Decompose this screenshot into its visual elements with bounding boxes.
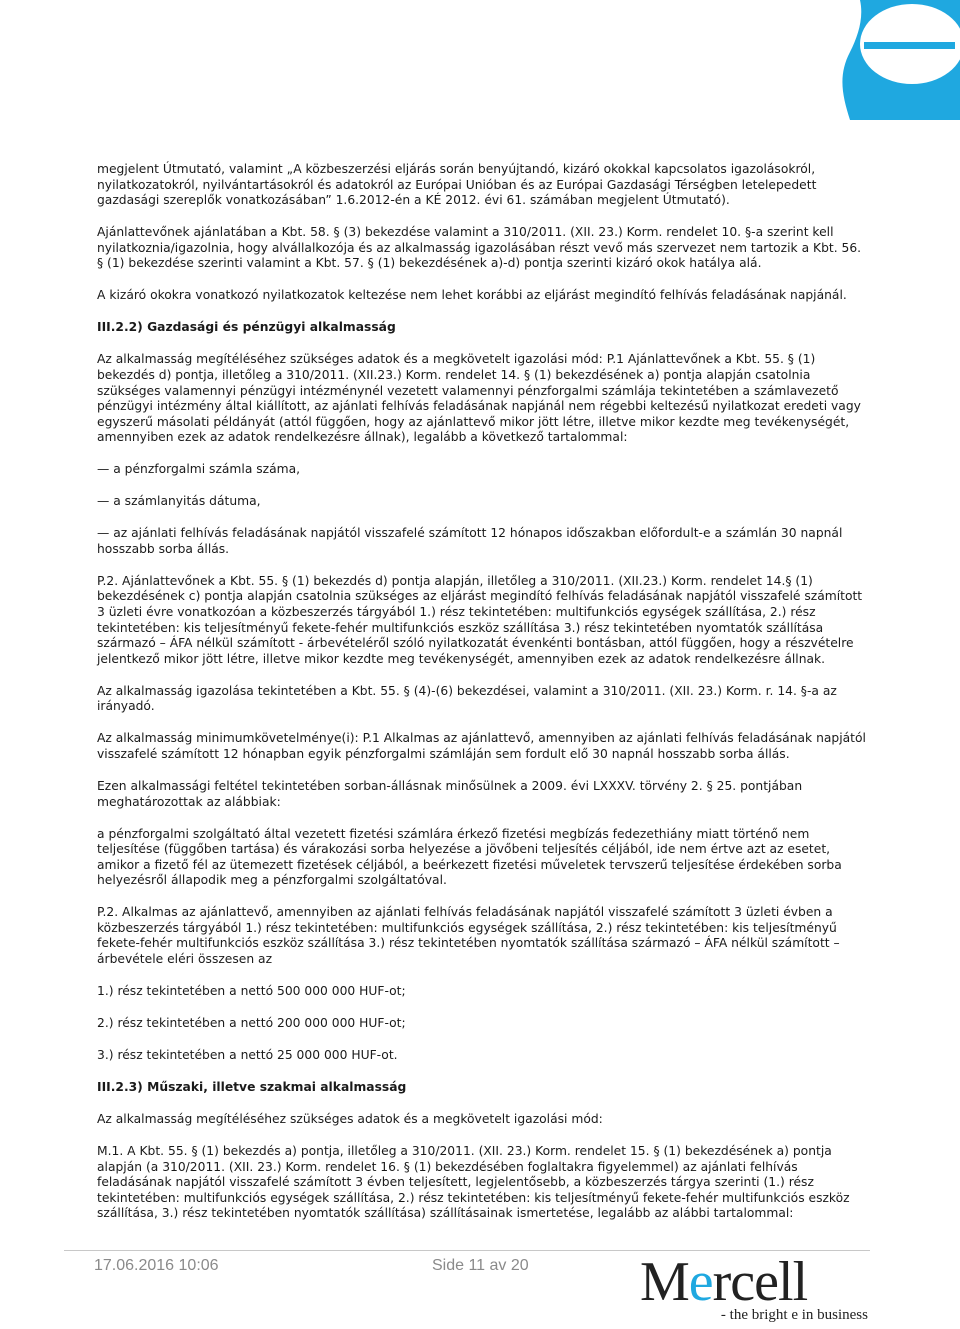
paragraph: Ezen alkalmassági feltétel tekintetében sorban-állásnak minősülnek a 2009. évi LXXXV. törvény 2. § 25. pontjában meghatározottak az alábbiak: xyxy=(97,778,803,809)
paragraph: P.2. Ajánlattevőnek a Kbt. 55. § (1) bekezdés d) pontja alapján, illetőleg a 310/2011. (XII.23.) Korm. rendelet 14.§ (1) bekezdésének c) pontja alapján csatolnia szükséges az eljárást megindító felhívás feladásának napjától visszafelé számított 3 üzleti évre vonatkozóan a közbeszerzés tárgyából 1.) rész tekintetében: multifunkciós egységek szállítása, 2.) rész tekintetében: kis teljesítményű fekete-fehér multifunkciós eszköz szállítása 3.) rész tekintetében nyomtatók szállítása származó – ÁFA nélkül számított - árbevételéről szóló nyilatkozatát évenkénti bontásban, attól függően, hogy a részvételre jelentkező mikor jött létre, illetve mikor kezdte meg tevékenységét, amennyiben ezek az adatok rendelkezésre állnak. xyxy=(97,573,863,666)
corner-logo-mark xyxy=(820,0,960,120)
document-body xyxy=(97,162,867,1238)
list-item: — a számlanyitás dátuma, xyxy=(97,494,867,510)
section-heading: III.2.2) Gazdasági és pénzügyi alkalmasság xyxy=(97,320,396,335)
brand-name: Mercell xyxy=(640,1251,808,1313)
footer-date: 17.06.2016 10:06 xyxy=(94,1257,219,1274)
paragraph: Az alkalmasság minimumkövetelménye(i): P.1 Alkalmas az ajánlattevő, amennyiben az ajánlati felhívás feladásának napjától visszafelé számított 12 hónapban egyik pénzforgalmi számláján sem fordult elő 30 napnál hosszabb sorba állás. xyxy=(97,731,866,761)
paragraph: Az alkalmasság igazolása tekintetében a Kbt. 55. § (4)-(6) bekezdései, valamint a 310/2011. (XII. 23.) Korm. r. 14. §-a az irányadó. xyxy=(97,683,837,714)
paragraph: Az alkalmasság megítéléséhez szükséges adatok és a megkövetelt igazolási mód: xyxy=(97,1111,603,1126)
list-item: — az ajánlati felhívás feladásának napjától visszafelé számított 12 hónapos időszakban előfordult-e a számlán 30 napnál hosszabb sorba állás. xyxy=(97,526,867,557)
paragraph: Az alkalmasság megítéléséhez szükséges adatok és a megkövetelt igazolási mód: P.1 Ajánlattevőnek a Kbt. 55. § (1) bekezdés d) pontja, illetőleg a 310/2011. (XII.23.) Korm. rendelet 14. § (1) bekezdésének a) pontja alapján csatolnia szükséges valamennyi pénzügyi intézménynél vezetett valamennyi pénzforgalmi számlája tekintetében a számlavezető pénzügyi intézmény által kiállított, az ajánlati felhívás feladásának napjánál nem régebbi keltezésű nyilatkozat eredeti vagy egyszerű másolati példányát (attól függően, hogy az ajánlattevő mikor jött létre, illetve mikor kezdte meg tevékenységét, amennyiben ezek az adatok rendelkezésre állnak), legalább a következő tartalommal: xyxy=(97,352,861,445)
paragraph: P.2. Alkalmas az ajánlattevő, amennyiben az ajánlati felhívás feladásának napjától visszafelé számított 3 üzleti évben a közbeszerzés tárgyából 1.) rész tekintetében: multifunkciós egységek szállítása, 2.) rész tekintetében: kis teljesítményű fekete-fehér multifunkciós eszköz szállítása 3.) rész tekintetében nyomtatók szállítása származó – ÁFA nélkül számított – árbevétele eléri összesen az xyxy=(97,905,840,967)
paragraph: a pénzforgalmi szolgáltató által vezetett fizetési számlára érkező fizetési megbízás fedezethiány miatt történő nem teljesítése (függőben tartása) és várakozási sorba helyezése a jövőbeni teljesítés céljából, ide nem értve azt az esetet, amikor a fizető fél az ütemezett fizetések céljából, a beérkezett fizetési műveletek tervszerű teljesítése érdekében sorba helyezésről állapodik meg a pénzforgalmi szolgáltatóval. xyxy=(97,826,842,888)
brand-logo xyxy=(640,1252,870,1328)
paragraph: 2.) rész tekintetében a nettó 200 000 000 HUF-ot; xyxy=(97,1016,406,1031)
section-heading: III.2.3) Műszaki, illetve szakmai alkalmasság xyxy=(97,1079,407,1094)
footer-page-number: Side 11 av 20 xyxy=(432,1257,529,1274)
paragraph: 3.) rész tekintetében a nettó 25 000 000 HUF-ot. xyxy=(97,1048,398,1062)
paragraph: megjelent Útmutató, valamint „A közbeszerzési eljárás során benyújtandó, kizáró okokkal kapcsolatos igazolásokról, nyilatkozatokról, nyilvántartásokról és adatokról az Európai Unióban és az Európai Gazdasági Térségben letelepedett gazdasági szereplők vonatkozásában” 1.6.2012-én a KÉ 2012. évi 61. számában megjelent Útmutató). xyxy=(97,162,817,208)
paragraph: 1.) rész tekintetében a nettó 500 000 000 HUF-ot; xyxy=(97,984,406,999)
paragraph: M.1. A Kbt. 55. § (1) bekezdés a) pontja, illetőleg a 310/2011. (XII. 23.) Korm. rendelet 15. § (1) bekezdésének a) pontja alapján (a 310/2011. (XII. 23.) Korm. rendelet 16. § (1) bekezdésében foglaltakra figyelemmel) az ajánlati felhívás feladásának napjától visszafelé számított 3 évben teljesített, legjelentősebb, a közbeszerzés tárgya szerinti (1.) rész tekintetében: multifunkciós egységek szállítása, 2.) rész tekintetében: kis teljesítményű fekete-fehér multifunkciós eszköz szállítása, 3.) rész tekintetében nyomtatók szállítása) szállításainak ismertetése, legalább az alábbi tartalommal: xyxy=(97,1143,850,1221)
brand-e-icon: e xyxy=(688,1251,713,1313)
brand-tagline: - the bright e in business xyxy=(720,1307,868,1323)
list-item: — a pénzforgalmi számla száma, xyxy=(97,462,867,478)
paragraph: A kizáró okokra vonatkozó nyilatkozatok keltezése nem lehet korábbi az eljárást megindító felhívás feladásának napjánál. xyxy=(97,288,847,303)
paragraph: Ajánlattevőnek ajánlatában a Kbt. 58. § (3) bekezdése valamint a 310/2011. (XII. 23.) Korm. rendelet 10. §-a szerint kell nyilatkoznia/igazolnia, hogy alvállalkozója és az alkalmasság igazolásában részt vevő más szervezet nem tartozik a Kbt. 56. § (1) bekezdése szerinti valamint a Kbt. 57. § (1) bekezdésének a)-d) pontja szerinti kizáró okok hatálya alá. xyxy=(97,225,862,271)
